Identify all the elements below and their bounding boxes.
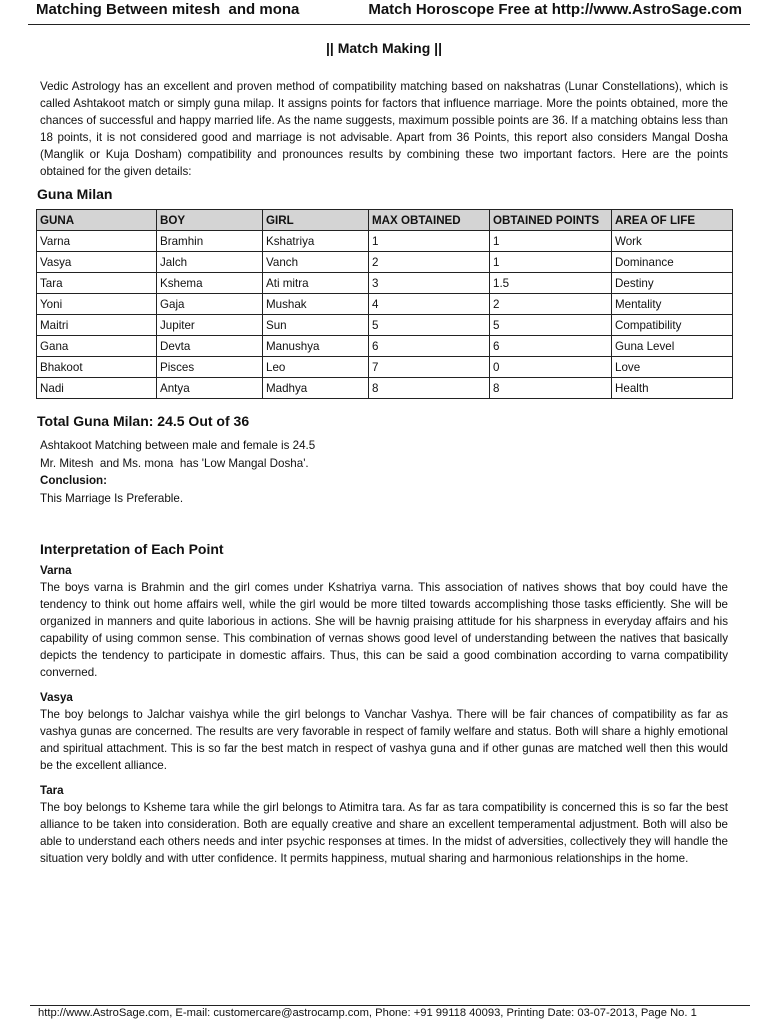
header-right-title: Match Horoscope Free at http://www.AstroSage.com <box>368 1 742 18</box>
column-header: OBTAINED POINTS <box>490 210 612 231</box>
table-cell: 5 <box>369 315 490 336</box>
table-cell: Sun <box>263 315 369 336</box>
column-header: AREA OF LIFE <box>612 210 733 231</box>
conclusion-label: Conclusion: <box>40 474 107 487</box>
table-cell: 7 <box>369 357 490 378</box>
page-title: || Match Making || <box>325 40 442 56</box>
table-cell: Compatibility <box>612 315 733 336</box>
table-cell: Dominance <box>612 252 733 273</box>
table-cell: 2 <box>369 252 490 273</box>
table-cell: Varna <box>37 231 157 252</box>
page-header <box>36 1 742 25</box>
column-header: GUNA <box>37 210 157 231</box>
column-header: BOY <box>157 210 263 231</box>
table-row <box>37 231 733 252</box>
point-text-varna: The boys varna is Brahmin and the girl comes under Kshatriya varna. This association of natives shows that boy could have the tendency to think out home affairs well, while the girl would be more tilted towards accomplishing those tasks efficiently. She will be organized in manners and quite laborious in actions. She will be havnig praising attitude for his sharpness in everyday affairs and his capability of using common sense. This combination of vernas shows good level of understanding between the natives that basically depicts the tendency to participate in domestic affairs. Thus, this can be said a good combination according to varna compatibility converned. <box>40 581 728 679</box>
point-heading-vasya: Vasya <box>40 691 73 704</box>
table-cell: Love <box>612 357 733 378</box>
page-footer: http://www.AstroSage.com, E-mail: customercare@astrocamp.com, Phone: +91 99118 40093, Printing Date: 03-07-2013, Page No. 1 <box>38 1007 697 1019</box>
table-cell: Maitri <box>37 315 157 336</box>
table-cell: 1.5 <box>490 273 612 294</box>
table-cell: 6 <box>490 336 612 357</box>
total-guna-milan: Total Guna Milan: 24.5 Out of 36 <box>37 413 250 429</box>
table-row <box>37 315 733 336</box>
table-cell: Ati mitra <box>263 273 369 294</box>
table-header-row <box>37 210 733 231</box>
table-cell: Kshema <box>157 273 263 294</box>
table-cell: Pisces <box>157 357 263 378</box>
table-cell: 1 <box>490 252 612 273</box>
table-cell: Bhakoot <box>37 357 157 378</box>
table-cell: Bramhin <box>157 231 263 252</box>
footer-divider <box>30 1005 750 1006</box>
guna-milan-heading: Guna Milan <box>37 186 113 202</box>
column-header: MAX OBTAINED <box>369 210 490 231</box>
table-row <box>37 336 733 357</box>
table-cell: Health <box>612 378 733 399</box>
table-cell: Gaja <box>157 294 263 315</box>
table-cell: Jupiter <box>157 315 263 336</box>
table-row <box>37 273 733 294</box>
table-cell: 8 <box>369 378 490 399</box>
guna-milan-table <box>36 209 733 399</box>
table-cell: 5 <box>490 315 612 336</box>
table-cell: Manushya <box>263 336 369 357</box>
table-cell: Kshatriya <box>263 231 369 252</box>
table-row <box>37 378 733 399</box>
table-cell: Mushak <box>263 294 369 315</box>
table-cell: 1 <box>490 231 612 252</box>
table-cell: Tara <box>37 273 157 294</box>
table-cell: Work <box>612 231 733 252</box>
intro-paragraph: Vedic Astrology has an excellent and proven method of compatibility matching based on nakshatras (Lunar Constellations), which is called Ashtakoot match or simply guna milap. It assigns points for factors that influence marriage. More the points obtained, more the chances of successful and happy married life. As the name suggests, maximum possible points are 36. If a matching obtains less than 18 points, it is not considered good and marriage is not advisable. Apart from 36 Points, this report also considers Mangal Dosha (Manglik or Kuja Dosham) compatibility and pronounces results by combining these two important factors. Here are the points obtained for the given details: <box>40 80 728 178</box>
interpretation-heading: Interpretation of Each Point <box>40 541 224 557</box>
table-cell: Destiny <box>612 273 733 294</box>
table-cell: Nadi <box>37 378 157 399</box>
table-row <box>37 357 733 378</box>
table-cell: Vasya <box>37 252 157 273</box>
header-divider <box>28 24 750 25</box>
table-row <box>37 294 733 315</box>
table-cell: 4 <box>369 294 490 315</box>
ashtakoot-summary: Ashtakoot Matching between male and female is 24.5 <box>40 439 316 452</box>
table-row <box>37 252 733 273</box>
table-cell: Guna Level <box>612 336 733 357</box>
table-cell: 2 <box>490 294 612 315</box>
mangal-dosha-summary: Mr. Mitesh and Ms. mona has 'Low Mangal Dosha'. <box>40 456 309 470</box>
table-cell: 6 <box>369 336 490 357</box>
interpretation-section <box>40 562 728 875</box>
table-cell: Jalch <box>157 252 263 273</box>
table-cell: Gana <box>37 336 157 357</box>
point-heading-tara: Tara <box>40 784 64 797</box>
table-cell: Mentality <box>612 294 733 315</box>
point-heading-varna: Varna <box>40 564 72 577</box>
table-cell: 0 <box>490 357 612 378</box>
point-text-vasya: The boy belongs to Jalchar vaishya while the girl belongs to Vanchar Vashya. There will be fair chances of compatibility as far as vashya gunas are concerned. The results are very favorable in respect of family welfare and status. Both will share a highly emotional and spiritual attachment. This is so far the best match in respect of vashya guna and if other gunas are matched well then this would be the excellent alliance. <box>40 708 728 772</box>
point-text-tara: The boy belongs to Ksheme tara while the girl belongs to Atimitra tara. As far as tara compatibility is concerned this is so far the best alliance to be taken into consideration. Both are equally creative and share an excellent temperamental adjustment. Both will also be able to understand each others needs and inter psychic responses at times. In the midst of adversities, collectively they will handle the situation very boldly and with utter confidence. It permits happiness, mutual sharing and harmonious relationships in the home. <box>40 801 728 865</box>
summary-block <box>40 437 315 507</box>
table-cell: 8 <box>490 378 612 399</box>
table-cell: Vanch <box>263 252 369 273</box>
table-cell: Madhya <box>263 378 369 399</box>
column-header: GIRL <box>263 210 369 231</box>
table-cell: 1 <box>369 231 490 252</box>
header-left-title: Matching Between mitesh and mona <box>36 1 300 18</box>
conclusion-text: This Marriage Is Preferable. <box>40 491 184 505</box>
table-cell: Devta <box>157 336 263 357</box>
table-cell: Leo <box>263 357 369 378</box>
table-cell: Yoni <box>37 294 157 315</box>
table-cell: 3 <box>369 273 490 294</box>
table-cell: Antya <box>157 378 263 399</box>
